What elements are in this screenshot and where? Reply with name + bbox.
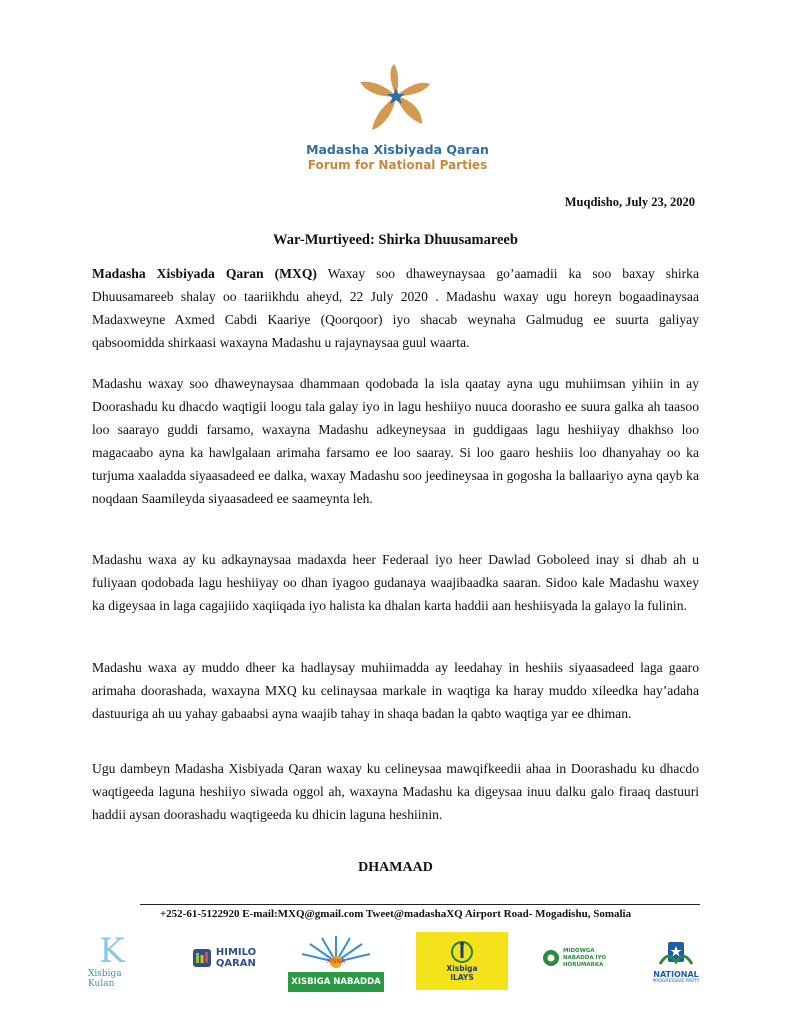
kulan-name: Xisbiga Kulan <box>88 969 122 989</box>
ilays-line-1: Xisbiga <box>446 964 478 973</box>
footer-divider <box>140 904 700 905</box>
midowga-line-1: MIDOWGA <box>562 947 595 954</box>
himilo-line-2: QARAN <box>215 958 256 969</box>
partner-logo-national <box>648 934 704 990</box>
ilays-line-2: ILAYS <box>450 973 474 982</box>
paragraph-2: Madashu waxay soo dhaweynaysaa dhammaan qodobada la isla qaatay ayna ugu muhiimsan yihiin in ay Doorashadu ku dhacdo waqtigii loogu tala galay iyo in lagu heshiiyo nuuca doorasho ee suura galka ah taasoo loo saarayo guddi farsamo, waxayna Madashu adkeyneysaa in guddigaas lagu heshiiyay dhakhso loo magacaabo ayna ka hawlgalaan arimaha farsamo ee loo saaray. Si loo gaaro heshiis loo dhanyahay oo ka turjuma xaaladda siyaasadeed ee dalka, waxay Madashu soo jeedineysaa in gogosha la ballaariyo ayna qayb ka noqdaan Saamileyda siyaasadeed ee saameynta leh. <box>92 376 699 506</box>
star-flower-icon <box>350 62 442 138</box>
himilo-line-1: HIMILO <box>215 947 257 958</box>
document-title: War-Murtiyeed: Shirka Dhuusamareeb <box>273 232 518 248</box>
kulan-letter: K <box>99 931 125 971</box>
midowga-icon <box>542 949 560 967</box>
himilo-icon <box>192 947 212 969</box>
org-name-english: Forum for National Parties <box>307 158 488 172</box>
org-logo <box>300 62 495 182</box>
dateline: Muqdisho, July 23, 2020 <box>564 195 695 209</box>
paragraph-1-text: Waxay soo dhaweynaysaa go’aamadii ka soo baxay shirka Dhuusamareeb shalay oo taariikhdu aheyd, 22 July 2020 . Madashu waxay ugu horeyn bogaadinaysaa Madaxweyne Axmed Cabdi Kaariye (Qoorqoor) iyo shacab weynaha Galmudug ee suurta galiyay qabsoomidda shirkaasi waxayna Madashu u rajaynaysaa guul waarta. <box>92 266 699 350</box>
partner-logo-ilays <box>416 932 508 990</box>
partner-logo-himilo <box>188 940 260 976</box>
midowga-line-2: NABADDA IYO <box>562 954 607 961</box>
national-emblem-icon <box>656 940 696 970</box>
org-abbrev: Madasha Xisbiyada Qaran (MXQ) <box>92 266 317 281</box>
closing-word: DHAMAAD <box>358 860 433 875</box>
partner-logo-midowga <box>528 944 620 972</box>
paragraph-3: Madashu waxa ay ku adkaynaysaa madaxda heer Federaal iyo heer Dawlad Goboleed inay si dhab ah u fuliyaan qodobada lagu heshiiyay oo dhan iyagoo gudanaya waajibaadka saaran. Sidoo kale Madashu waxey ka digeysaa in laga cagajiido xaqiiqada iyo halista ka dhalan karta haddii aan heshiisyada la galayo la fulinin. <box>92 552 699 613</box>
footer-contact: +252-61-5122920 E-mail:MXQ@gmail.com Tweet@madashaXQ Airport Road- Mogadishu, Somalia <box>159 908 632 920</box>
midowga-line-3: HORUMARKA <box>562 961 604 968</box>
paragraph-1 <box>92 262 699 354</box>
sunburst-icon <box>288 932 384 972</box>
paragraph-5: Ugu dambeyn Madasha Xisbiyada Qaran waxay ku celineysaa mawqifkeedii ahaa in Doorashadu ku dhacdo waqtigeeda laguna heshiiyo siwada oggol ah, waxayna Madashu ka digeysaa inuu dalku galo firaaq dastuuri haddii aysan doorashadu waqtigeeda ku dhicin laguna heshiinin. <box>92 761 699 822</box>
partner-logo-nabadda <box>288 932 384 992</box>
ilays-emblem-icon <box>450 940 474 964</box>
paragraph-4: Madashu waxa ay muddo dheer ka hadlaysay muhiimadda ay leedahay in heshiis siyaasadeed laga gaaro arimaha doorashada, waxayna MXQ ku celinaysaa markale in waqtiga ka haray muddo xileedka hay’adaha dastuuriga ah uu yahay gabaabsi ayna waajib tahay in shaqa badan la qabto waqtiga yar ee dhiman. <box>92 660 699 721</box>
nabadda-name: XISBIGA NABADDA <box>288 972 384 992</box>
national-name: NATIONAL <box>653 970 699 979</box>
national-sub: PROGRESSIVE PARTY <box>652 979 700 984</box>
org-name-somali: Madasha Xisbiyada Qaran <box>306 142 489 157</box>
partner-logo-kulan <box>88 932 136 990</box>
nabadda-small: XISNA <box>326 958 346 965</box>
